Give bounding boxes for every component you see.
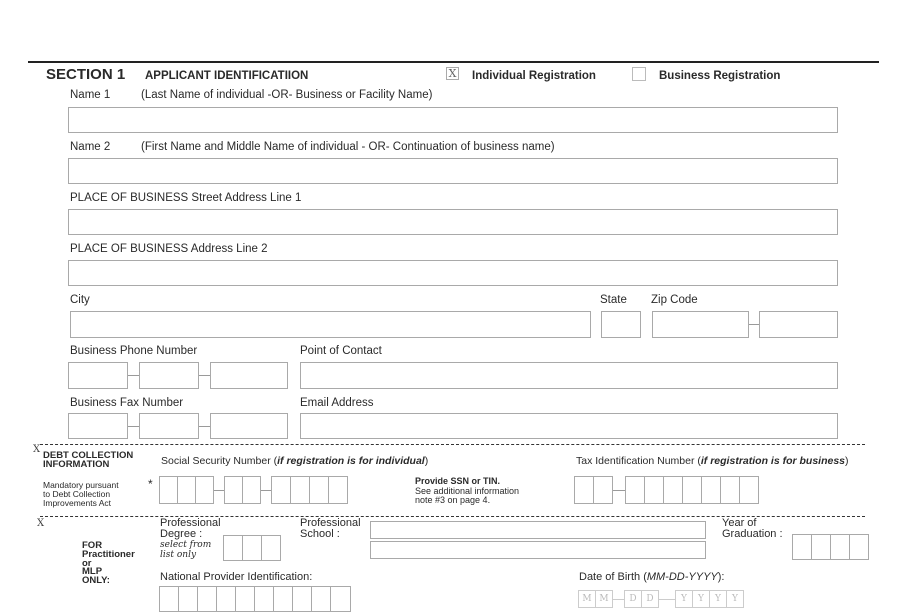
phone-label: Business Phone Number (70, 345, 198, 357)
ssn-digit[interactable] (290, 476, 310, 504)
name1-description: (Last Name of individual -OR- Business or Facility Name) (141, 89, 433, 101)
tin-label-close: ) (845, 455, 849, 467)
dob-year-digit[interactable]: Y (726, 590, 744, 608)
tin-label-text: Tax Identification Number ( (576, 455, 701, 467)
section-title: APPLICANT IDENTIFICATIION (145, 70, 309, 82)
for-line5: ONLY: (82, 575, 110, 586)
dob-label-text: Date of Birth ( (579, 571, 647, 583)
ssn-label-italic: if registration is for individual (277, 455, 425, 467)
year-label-line2: Graduation : (722, 528, 783, 540)
npi-label: National Provider Identification: (160, 571, 313, 583)
npi-digit[interactable] (159, 586, 179, 612)
tin-digit[interactable] (644, 476, 664, 504)
ssn-digit[interactable] (309, 476, 329, 504)
npi-digit[interactable] (178, 586, 198, 612)
email-label: Email Address (300, 397, 374, 409)
tin-digit[interactable] (663, 476, 683, 504)
year-label-line1: Year of (722, 517, 757, 529)
debt-title-line2: INFORMATION (43, 459, 110, 470)
phone-line-input[interactable] (210, 362, 288, 389)
npi-digit[interactable] (197, 586, 217, 612)
graduation-year-digit[interactable] (792, 534, 812, 560)
individual-registration-label: Individual Registration (472, 70, 596, 82)
address2-input[interactable] (68, 260, 838, 286)
debt-x-mark: X (33, 444, 41, 455)
ssn-digit[interactable] (159, 476, 178, 504)
dob-day-digit[interactable]: D (641, 590, 659, 608)
dob-label-italic: MM-DD-YYYY (646, 571, 718, 583)
debt-note-line3: Improvements Act (43, 498, 112, 508)
name2-description: (First Name and Middle Name of individual - OR- Continuation of business name) (141, 141, 555, 153)
npi-digit[interactable] (216, 586, 236, 612)
name2-input[interactable] (68, 158, 838, 184)
business-registration-checkbox[interactable] (632, 67, 646, 81)
name1-label: Name 1 (70, 89, 111, 101)
tin-label (576, 456, 849, 467)
ssn-label-text: Social Security Number ( (161, 455, 278, 467)
degree-note-line2: list only (160, 550, 197, 560)
for-line4: MLP (82, 566, 103, 577)
tin-digit[interactable] (682, 476, 702, 504)
provide-ssn-line2: See additional information (415, 486, 520, 496)
for-line2: Practitioner (82, 549, 135, 560)
individual-registration-checkbox[interactable] (446, 67, 459, 80)
dob-label-close: ): (717, 571, 725, 583)
city-input[interactable] (70, 311, 591, 338)
ssn-dash-2 (261, 490, 271, 491)
graduation-year-digit[interactable] (830, 534, 850, 560)
tin-dash (613, 490, 625, 491)
tin-digit[interactable] (720, 476, 740, 504)
name1-input[interactable] (68, 107, 838, 133)
school-input-line1[interactable] (370, 521, 706, 539)
dob-dash-2 (659, 599, 675, 600)
address2-label: PLACE OF BUSINESS Address Line 2 (70, 243, 268, 255)
point-of-contact-input[interactable] (300, 362, 838, 389)
zip-extension-input[interactable] (759, 311, 838, 338)
school-input-line2[interactable] (370, 541, 706, 559)
phone-prefix-input[interactable] (139, 362, 199, 389)
zip-label: Zip Code (651, 294, 698, 306)
dob-month-digit[interactable]: M (578, 590, 596, 608)
ssn-dash-1 (214, 490, 224, 491)
fax-prefix-input[interactable] (139, 413, 199, 439)
address1-label: PLACE OF BUSINESS Street Address Line 1 (70, 192, 302, 204)
for-line3: or (82, 558, 92, 569)
ssn-digit[interactable] (271, 476, 291, 504)
email-input[interactable] (300, 413, 838, 439)
school-label-line1: Professional (300, 517, 361, 529)
ssn-label (161, 456, 428, 467)
degree-select-box[interactable] (261, 535, 281, 561)
degree-note-line1: select from (160, 540, 212, 550)
tin-digit[interactable] (739, 476, 759, 504)
ssn-digit[interactable] (177, 476, 196, 504)
tin-label-italic: if registration is for business (700, 455, 846, 467)
ssn-digit[interactable] (242, 476, 261, 504)
npi-digit[interactable] (235, 586, 255, 612)
dob-year-digit[interactable]: Y (675, 590, 693, 608)
contact-label: Point of Contact (300, 345, 382, 357)
ssn-digit[interactable] (224, 476, 243, 504)
state-input[interactable] (601, 311, 641, 338)
fax-dash-1 (128, 426, 139, 427)
tin-digit[interactable] (593, 476, 613, 504)
zip-dash (749, 324, 759, 325)
state-label: State (600, 294, 627, 306)
business-registration-label: Business Registration (659, 70, 781, 82)
npi-digit[interactable] (292, 586, 312, 612)
dob-label (579, 572, 724, 583)
zip-code-input[interactable] (652, 311, 749, 338)
debt-note-line1: Mandatory pursuant (43, 480, 119, 490)
school-label-line2: School : (300, 528, 340, 540)
checkbox-x-mark: X (448, 67, 457, 80)
npi-digit[interactable] (311, 586, 331, 612)
npi-digit[interactable] (273, 586, 293, 612)
dob-year-digit[interactable]: Y (709, 590, 727, 608)
tin-digit[interactable] (701, 476, 721, 504)
provide-ssn-title: Provide SSN or TIN. (415, 476, 501, 486)
fax-area-code-input[interactable] (68, 413, 128, 439)
fax-label: Business Fax Number (70, 397, 184, 409)
section-number: SECTION 1 (46, 66, 126, 83)
graduation-year-digit[interactable] (811, 534, 831, 560)
city-label: City (70, 294, 90, 306)
for-line1: FOR (82, 540, 103, 551)
tin-digit[interactable] (625, 476, 645, 504)
debt-title-line1: DEBT COLLECTION (43, 450, 134, 461)
degree-select-box[interactable] (223, 535, 243, 561)
tin-digit[interactable] (574, 476, 594, 504)
npi-digit[interactable] (330, 586, 351, 612)
degree-label-line2: Degree : (160, 528, 203, 540)
phone-dash-1 (128, 375, 139, 376)
dob-year-digit[interactable]: Y (692, 590, 710, 608)
ssn-digit[interactable] (195, 476, 214, 504)
address1-input[interactable] (68, 209, 838, 235)
name2-label: Name 2 (70, 141, 111, 153)
fax-line-input[interactable] (210, 413, 288, 439)
phone-area-code-input[interactable] (68, 362, 128, 389)
dob-month-digit[interactable]: M (595, 590, 613, 608)
dob-day-digit[interactable]: D (624, 590, 642, 608)
debt-section-divider (40, 444, 865, 445)
ssn-label-close: ) (424, 455, 429, 467)
graduation-year-digit[interactable] (849, 534, 869, 560)
practitioner-x-mark: X (37, 518, 45, 529)
debt-note-line2: to Debt Collection (43, 489, 111, 499)
required-asterisk: * (148, 477, 153, 491)
degree-label-line1: Professional (160, 517, 221, 529)
dob-dash-1 (613, 599, 624, 600)
degree-select-box[interactable] (242, 535, 262, 561)
ssn-digit[interactable] (328, 476, 348, 504)
section-top-rule (28, 61, 879, 63)
fax-dash-2 (199, 426, 210, 427)
phone-dash-2 (199, 375, 210, 376)
provide-ssn-line3: note #3 on page 4. (415, 495, 491, 505)
npi-digit[interactable] (254, 586, 274, 612)
